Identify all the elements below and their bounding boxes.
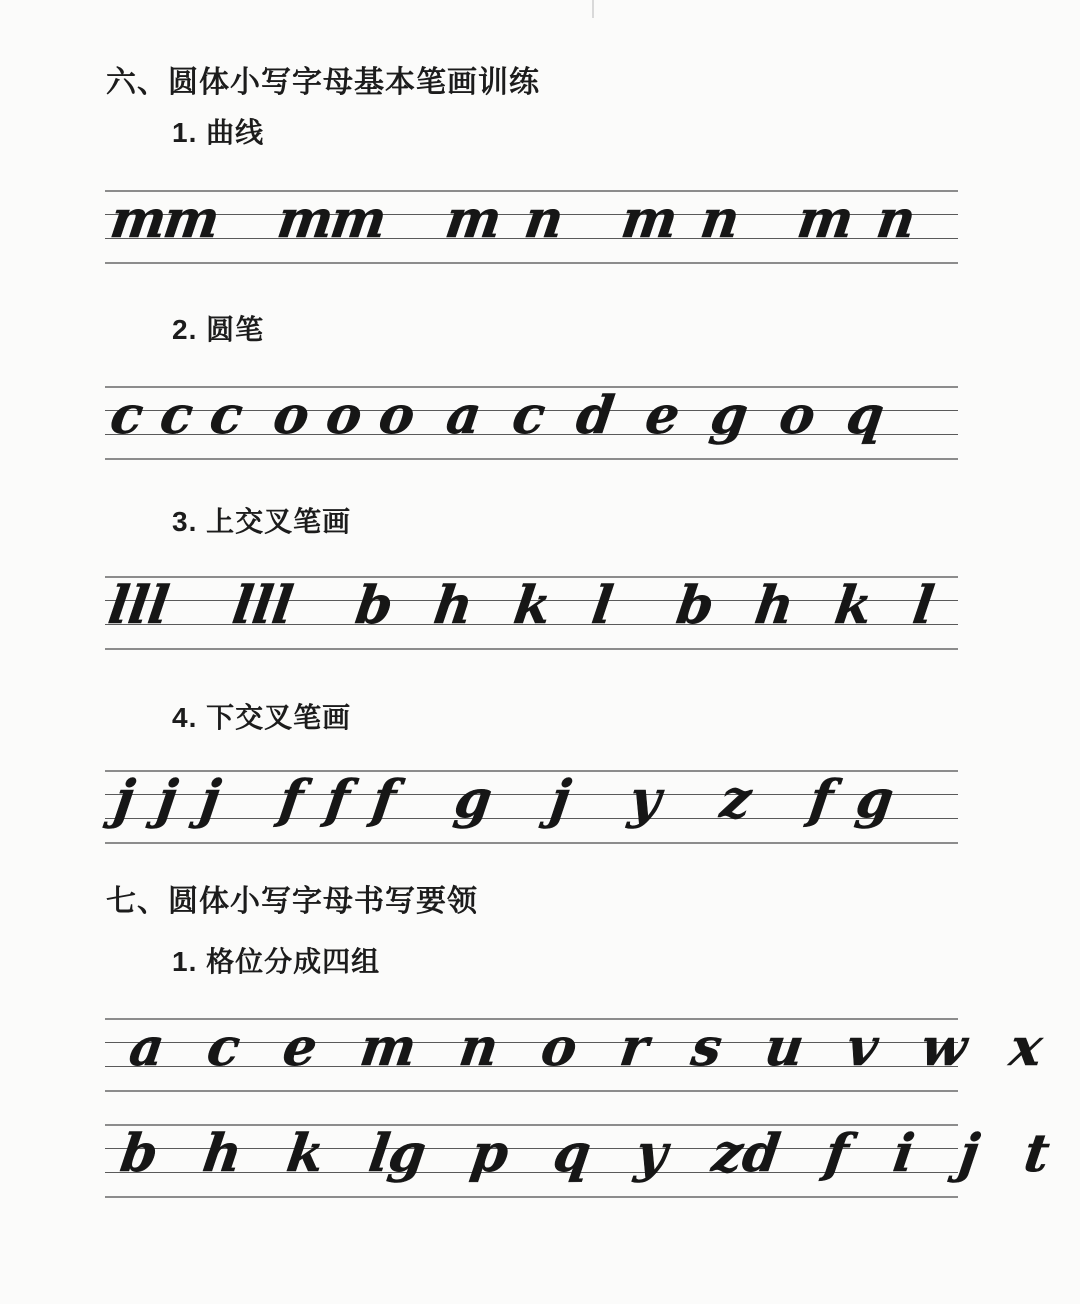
cursive-letter-group: z — [716, 769, 755, 830]
cursive-letter-group: e — [641, 385, 684, 446]
cursive-letter-group: c c c — [106, 385, 247, 446]
writing-guide-curves — [105, 190, 958, 262]
cursive-letter-group: lll — [228, 575, 297, 636]
subsection-heading-lower-cross: 4. 下交叉笔画 — [172, 702, 352, 733]
writing-guide-xheight-group — [105, 1017, 1046, 1090]
cursive-letter-group: d — [572, 385, 618, 446]
guideline — [105, 458, 958, 460]
cursive-letter-group: b h k l — [116, 1123, 394, 1184]
writing-guide-upper-cross — [105, 576, 958, 648]
subsection-heading-upper-cross: 3. 上交叉笔画 — [172, 506, 352, 537]
subsection-heading-curves: 1. 曲线 — [172, 117, 265, 148]
cursive-letter-group: f f f — [275, 769, 400, 830]
scan-artifact-line — [592, 0, 594, 18]
cursive-letter-group: g — [706, 385, 752, 446]
cursive-letter-group: j j j — [110, 769, 225, 830]
guideline — [105, 262, 958, 264]
subsection-heading-groups: 1. 格位分成四组 — [172, 946, 381, 977]
cursive-letter-group: j — [547, 769, 575, 830]
writing-guide-lower-cross — [105, 770, 958, 842]
guideline — [105, 1196, 958, 1198]
cursive-letter-group: m n — [617, 189, 742, 250]
cursive-letter-group: a c e m n o r s u v w x — [125, 1017, 1046, 1078]
guideline — [105, 648, 958, 650]
guideline — [105, 1090, 958, 1092]
cursive-letter-group: d f i j t — [738, 1123, 1053, 1184]
cursive-letter-group: lll — [104, 575, 173, 636]
cursive-letter-group: f g — [805, 769, 898, 830]
cursive-letter-group: mm — [106, 189, 222, 250]
section-heading-7: 七、圆体小写字母书写要领 — [106, 885, 478, 918]
section-heading-6: 六、圆体小写字母基本笔画训练 — [106, 66, 540, 99]
cursive-letter-group: a — [442, 385, 486, 446]
cursive-letter-group: m n — [441, 189, 565, 250]
writing-guide-asc-desc-group — [105, 1123, 1053, 1196]
cursive-letter-group: q — [842, 385, 888, 446]
cursive-letter-group: y — [626, 769, 665, 830]
guideline — [105, 842, 958, 844]
subsection-heading-round: 2. 圆笔 — [172, 314, 265, 345]
cursive-letter-group: mm — [274, 189, 389, 250]
cursive-letter-group: b h k l — [672, 575, 938, 636]
cursive-letter-group: g p q y z — [385, 1123, 747, 1184]
cursive-letter-group: c — [508, 385, 550, 446]
cursive-letter-group: o — [775, 385, 819, 446]
cursive-letter-group: b h k l — [351, 575, 617, 636]
writing-guide-round — [105, 386, 958, 458]
cursive-letter-group: m n — [793, 189, 918, 250]
cursive-letter-group: g — [450, 769, 496, 830]
cursive-letter-group: o o o — [270, 385, 420, 446]
